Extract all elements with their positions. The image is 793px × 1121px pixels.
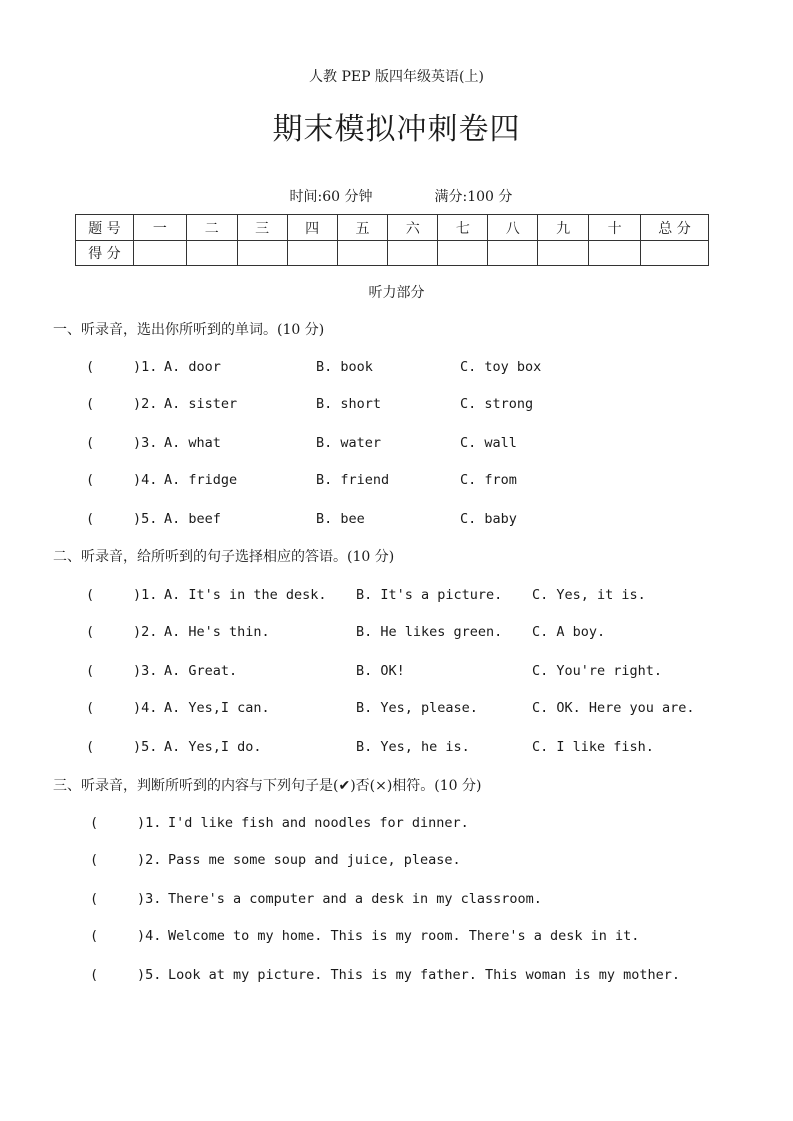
item-number: )2.: [137, 852, 162, 868]
part2-heading: 二、听录音，给所听到的句子选择相应的答语。(10 分): [53, 549, 395, 565]
part1-heading: 一、听录音，选出你所听到的单词。(10 分): [53, 322, 325, 338]
option-c: C. I like fish.: [532, 739, 654, 755]
answer-paren[interactable]: (: [86, 624, 95, 640]
answer-paren[interactable]: (: [86, 511, 95, 527]
option-c: C. baby: [460, 511, 517, 527]
item-number: )4.: [133, 472, 158, 488]
option-a: A. It's in the desk.: [164, 587, 327, 603]
option-c: C. from: [460, 472, 517, 488]
answer-paren[interactable]: (: [86, 435, 95, 451]
option-b: B. water: [316, 435, 382, 451]
table-cell: 一: [133, 215, 186, 241]
table-cell: 九: [538, 215, 589, 241]
table-cell: 三: [237, 215, 287, 241]
answer-paren[interactable]: (: [86, 472, 95, 488]
option-b: B. short: [316, 396, 382, 412]
option-b: B. It's a picture.: [356, 587, 503, 603]
option-c: C. A boy.: [532, 624, 606, 640]
score-input-cell[interactable]: [186, 241, 237, 266]
option-a: A. Great.: [164, 663, 238, 679]
item-number: )5.: [137, 967, 162, 983]
answer-paren[interactable]: (: [86, 587, 95, 603]
option-c: C. strong: [460, 396, 534, 412]
item-number: )1.: [133, 587, 158, 603]
table-cell: 题 号: [76, 215, 134, 241]
option-b: B. Yes, please.: [356, 700, 478, 716]
exam-subtitle: 人教 PEP 版四年级英语(上): [309, 69, 484, 85]
option-a: A. Yes,I can.: [164, 700, 270, 716]
item-number: )4.: [133, 700, 158, 716]
option-b: B. bee: [316, 511, 365, 527]
table-cell: 五: [337, 215, 388, 241]
listening-section-label: 听力部分: [368, 285, 425, 301]
answer-paren[interactable]: (: [86, 663, 95, 679]
table-cell: 十: [589, 215, 641, 241]
score-table-header-row: [76, 215, 709, 241]
score-table-score-row: [76, 241, 709, 266]
item-number: )3.: [137, 891, 162, 907]
item-number: )5.: [133, 511, 158, 527]
answer-paren[interactable]: (: [90, 967, 99, 983]
score-input-cell[interactable]: [388, 241, 438, 266]
table-cell: 六: [388, 215, 438, 241]
statement-text: Pass me some soup and juice, please.: [168, 852, 461, 868]
statement-text: There's a computer and a desk in my classroom.: [168, 891, 542, 907]
answer-paren[interactable]: (: [90, 815, 99, 831]
table-cell: 得 分: [76, 241, 134, 266]
option-b: B. book: [316, 359, 373, 375]
item-number: )1.: [133, 359, 158, 375]
exam-info: [0, 170, 793, 206]
statement-text: Welcome to my home. This is my room. There's a desk in it.: [168, 928, 640, 944]
table-cell: 总 分: [641, 215, 709, 241]
table-cell: 七: [438, 215, 488, 241]
item-number: )4.: [137, 928, 162, 944]
option-b: B. He likes green.: [356, 624, 503, 640]
answer-paren[interactable]: (: [86, 739, 95, 755]
item-number: )5.: [133, 739, 158, 755]
score-input-cell[interactable]: [237, 241, 287, 266]
score-input-cell[interactable]: [438, 241, 488, 266]
statement-text: I'd like fish and noodles for dinner.: [168, 815, 469, 831]
answer-paren[interactable]: (: [90, 891, 99, 907]
option-c: C. wall: [460, 435, 517, 451]
part3-heading: 三、听录音，判断所听到的内容与下列句子是(✔)否(×)相符。(10 分): [53, 778, 482, 794]
table-cell: 四: [287, 215, 337, 241]
exam-time: 时间:60 分钟: [289, 189, 373, 205]
item-number: )3.: [133, 663, 158, 679]
answer-paren[interactable]: (: [86, 700, 95, 716]
option-a: A. fridge: [164, 472, 238, 488]
option-c: C. Yes, it is.: [532, 587, 646, 603]
option-a: A. door: [164, 359, 221, 375]
score-input-cell[interactable]: [133, 241, 186, 266]
option-a: A. beef: [164, 511, 221, 527]
option-b: B. OK!: [356, 663, 405, 679]
item-number: )2.: [133, 396, 158, 412]
table-cell: 二: [186, 215, 237, 241]
option-a: A. He's thin.: [164, 624, 270, 640]
item-number: )3.: [133, 435, 158, 451]
score-input-cell[interactable]: [337, 241, 388, 266]
exam-full-score: 满分:100 分: [434, 189, 513, 205]
score-input-cell[interactable]: [641, 241, 709, 266]
option-c: C. You're right.: [532, 663, 663, 679]
option-a: A. what: [164, 435, 221, 451]
option-a: A. Yes,I do.: [164, 739, 262, 755]
option-c: C. OK. Here you are.: [532, 700, 695, 716]
exam-title: 期末模拟冲刺卷四: [272, 112, 521, 147]
score-input-cell[interactable]: [287, 241, 337, 266]
score-input-cell[interactable]: [589, 241, 641, 266]
score-input-cell[interactable]: [488, 241, 538, 266]
answer-paren[interactable]: (: [86, 396, 95, 412]
item-number: )2.: [133, 624, 158, 640]
option-c: C. toy box: [460, 359, 542, 375]
option-a: A. sister: [164, 396, 238, 412]
option-b: B. friend: [316, 472, 390, 488]
score-input-cell[interactable]: [538, 241, 589, 266]
option-b: B. Yes, he is.: [356, 739, 470, 755]
item-number: )1.: [137, 815, 162, 831]
answer-paren[interactable]: (: [86, 359, 95, 375]
table-cell: 八: [488, 215, 538, 241]
answer-paren[interactable]: (: [90, 852, 99, 868]
statement-text: Look at my picture. This is my father. This woman is my mother.: [168, 967, 681, 983]
answer-paren[interactable]: (: [90, 928, 99, 944]
score-table: [75, 214, 709, 266]
